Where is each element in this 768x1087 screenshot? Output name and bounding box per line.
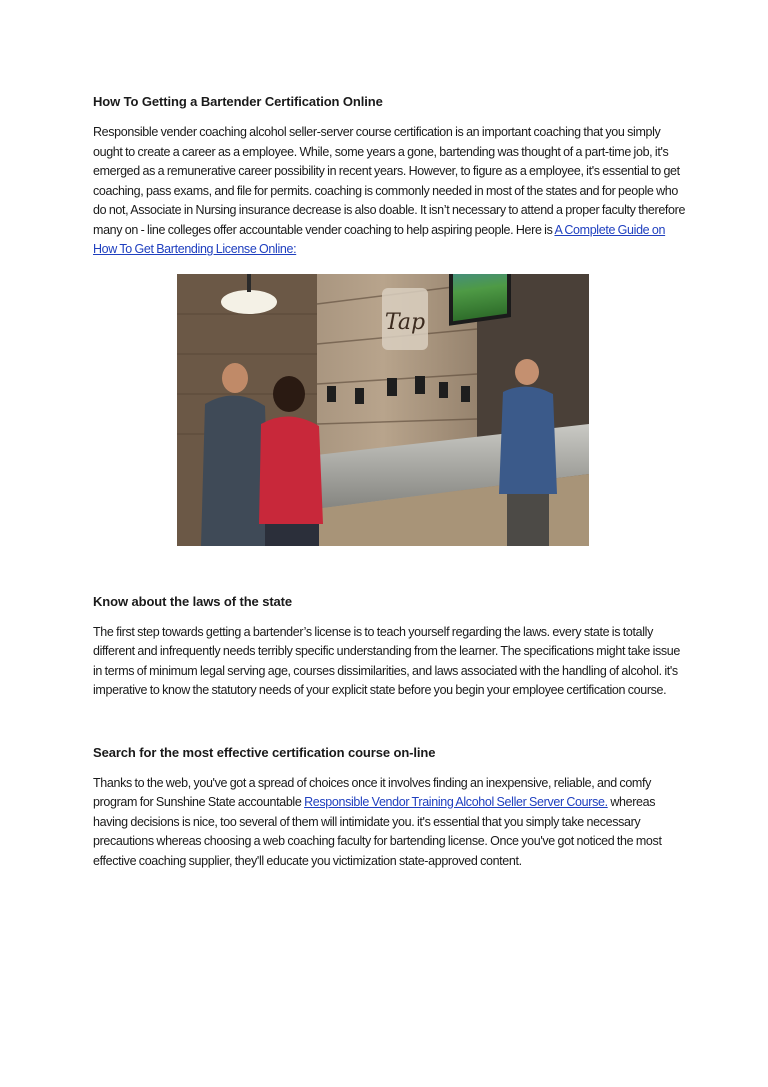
intro-text: Responsible vender coaching alcohol seller-server course certification is an important coaching that you simply ought to create a career as a employee. While, some years a gone, bartending was thought of a part-time job, it's emerged as a remunerative career possibility in recent years. However, to figure as a employee, it's essential to get coaching, pass exams, and file for permits. coaching is commonly needed in most of the states and for people who do not, Associate in Nursing insurance decrease is also doable. It isn’t necessary to attend a proper faculty therefore many on - line colleges offer accountable vender coaching to help aspiring people. Here is: [93, 125, 686, 237]
section-title-laws: Know about the laws of the state: [93, 593, 293, 609]
tap-sign-text: Tap: [384, 309, 426, 335]
course-text-before: Thanks to the web, you've got a spread of choices once it involves finding an inexpensive, reliable, and comfy program for Sunshine State accountable: [93, 775, 652, 809]
section-body-intro: [93, 123, 688, 260]
section-laws: [93, 594, 688, 701]
bar-tap-photo: [177, 274, 589, 546]
section-course: [93, 745, 688, 872]
vendor-training-link[interactable]: Responsible Vendor Training Alcohol Seller Server Course.: [304, 795, 608, 809]
section-body-laws: The first step towards getting a bartender’s license is to teach yourself regarding the laws. every state is totally different and infrequently needs terribly specific understanding from the learner. The specifications might take issue in terms of minimum legal serving age, courses dissimilarities, and laws associated with the handling of alcohol. it's imperative to know the statutory needs of your explicit state before you begin your employee certification course.: [93, 624, 681, 697]
section-title-course: Search for the most effective certification course on-line: [93, 744, 436, 760]
section-title-bartender-certification: How To Getting a Bartender Certification Online: [93, 94, 383, 109]
complete-guide-link[interactable]: A Complete Guide on How To Get Bartending License Online:: [93, 222, 666, 256]
course-text-after: whereas having decisions is nice, too several of them will intimidate you. it's essential that you simply take necessary precautions whereas choosing a web coaching faculty for bartending license. Once you've got noticed the most effective coaching supplier, they'll educate you victimization state-approved content.: [93, 795, 662, 868]
section-body-course: [93, 774, 688, 872]
